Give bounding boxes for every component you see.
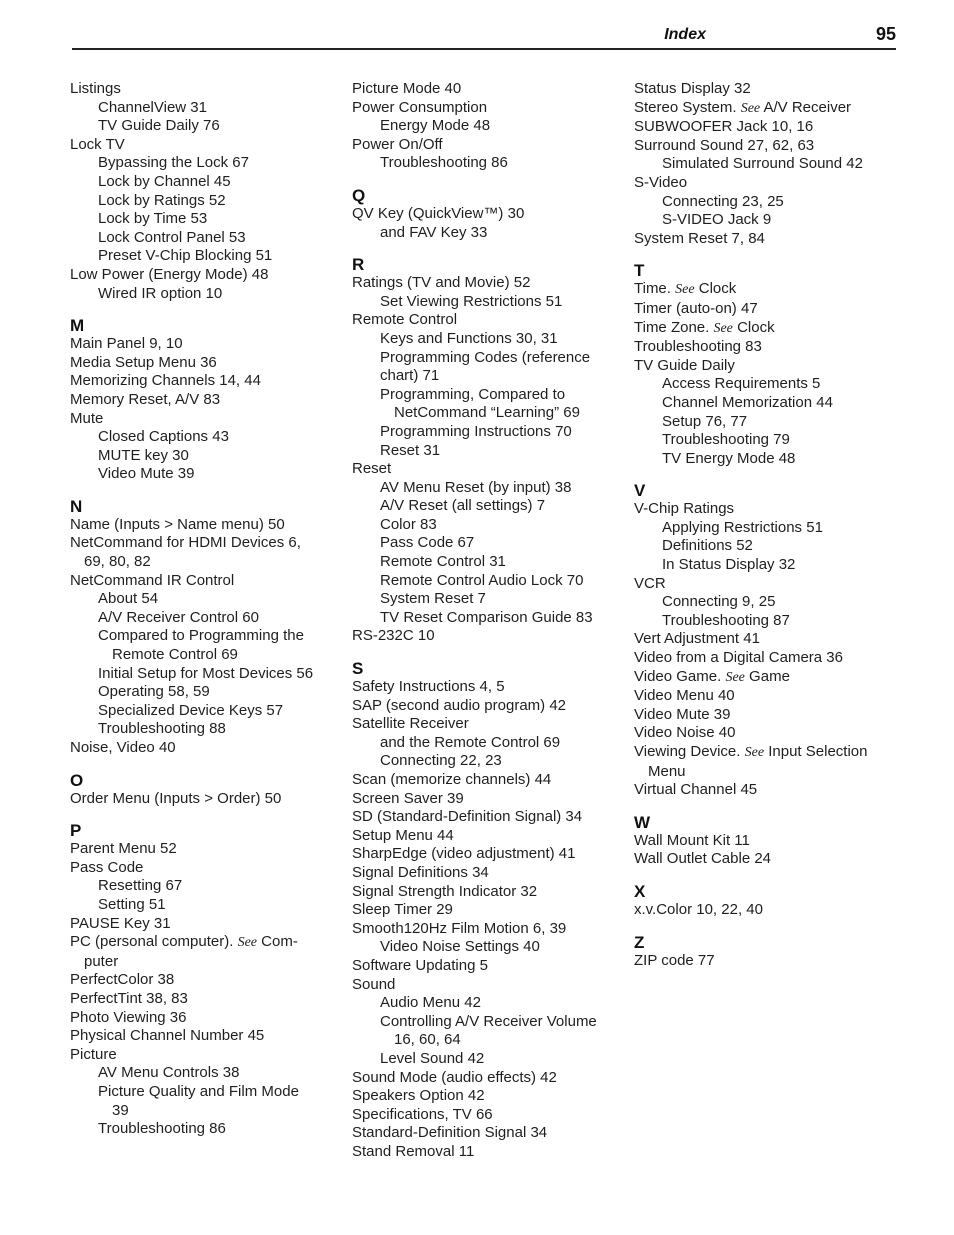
index-subentry: Connecting 9, 25 bbox=[662, 593, 776, 611]
entry-text: Stereo System. bbox=[634, 98, 741, 116]
index-subentry: Troubleshooting 88 bbox=[98, 720, 226, 738]
index-entry: Sound bbox=[352, 975, 396, 993]
index-subentry: About 54 bbox=[98, 590, 159, 608]
index-subentry: 16, 60, 64 bbox=[394, 1031, 461, 1049]
index-subentry: Simulated Surround Sound 42 bbox=[662, 155, 863, 173]
index-entry: Stand Removal 11 bbox=[352, 1142, 475, 1160]
index-entry: Troubleshooting 83 bbox=[634, 338, 762, 356]
index-entry: SAP (second audio program) 42 bbox=[352, 696, 567, 714]
index-subentry: chart) 71 bbox=[380, 367, 440, 385]
index-subentry: Lock by Time 53 bbox=[98, 210, 208, 228]
index-entry: Satellite Receiver bbox=[352, 715, 469, 733]
index-column-2 bbox=[352, 80, 620, 1161]
index-subentry: Pass Code 67 bbox=[380, 534, 475, 552]
index-subentry: Lock Control Panel 53 bbox=[98, 228, 246, 246]
index-letter-heading: V bbox=[634, 481, 646, 501]
index-entry: Software Updating 5 bbox=[352, 956, 488, 974]
see-reference: See bbox=[725, 669, 745, 685]
index-entry bbox=[634, 668, 902, 688]
index-entry: Lock TV bbox=[70, 135, 125, 153]
index-column-3 bbox=[634, 80, 902, 970]
index-entry: Signal Definitions 34 bbox=[352, 863, 489, 881]
entry-text: PC (personal computer). bbox=[70, 933, 238, 951]
index-entry: PAUSE Key 31 bbox=[70, 914, 171, 932]
index-entry bbox=[634, 280, 902, 300]
index-subentry: Connecting 23, 25 bbox=[662, 192, 784, 210]
index-entry bbox=[634, 743, 902, 763]
index-subentry: A/V Receiver Control 60 bbox=[98, 608, 259, 626]
entry-text: Time Zone. bbox=[634, 318, 714, 336]
index-entry: Video Noise 40 bbox=[634, 724, 736, 742]
index-entry: Listings bbox=[70, 80, 121, 97]
index-subentry: In Status Display 32 bbox=[662, 556, 796, 574]
see-reference: See bbox=[675, 282, 695, 298]
index-entry: Speakers Option 42 bbox=[352, 1087, 485, 1105]
index-entry: Order Menu (Inputs > Order) 50 bbox=[70, 789, 282, 807]
index-letter-heading: X bbox=[634, 881, 646, 901]
index-subentry: Initial Setup for Most Devices 56 bbox=[98, 664, 314, 682]
index-entry: Sleep Timer 29 bbox=[352, 901, 453, 919]
index-entry: Setup Menu 44 bbox=[352, 826, 454, 844]
section-title: Index bbox=[664, 26, 706, 43]
index-entry: x.v.Color 10, 22, 40 bbox=[634, 900, 763, 918]
index-entry: Picture Mode 40 bbox=[352, 80, 462, 97]
index-entry: TV Guide Daily bbox=[634, 356, 735, 374]
index-entry: Safety Instructions 4, 5 bbox=[352, 678, 505, 696]
index-entry: Wall Mount Kit 11 bbox=[634, 831, 750, 849]
index-letter-heading: R bbox=[352, 255, 365, 275]
entry-text: Video Game. bbox=[634, 667, 726, 685]
index-subentry: Remote Control Audio Lock 70 bbox=[380, 571, 584, 589]
index-subentry: Specialized Device Keys 57 bbox=[98, 701, 284, 719]
see-reference: See bbox=[713, 320, 733, 336]
page-number: 95 bbox=[875, 24, 896, 44]
index-entry: Physical Channel Number 45 bbox=[70, 1027, 265, 1045]
see-target: Clock bbox=[732, 318, 775, 336]
index-subentry: AV Menu Reset (by input) 38 bbox=[380, 478, 572, 496]
index-subentry: Audio Menu 42 bbox=[380, 994, 481, 1012]
index-subentry: 69, 80, 82 bbox=[84, 553, 151, 571]
index-subentry: Troubleshooting 87 bbox=[662, 611, 790, 629]
index-entry: Memory Reset, A/V 83 bbox=[70, 390, 221, 408]
index-entry: VCR bbox=[634, 574, 666, 592]
index-letter-heading: O bbox=[70, 770, 84, 790]
index-letter-heading: Q bbox=[352, 185, 366, 205]
index-subentry: Bypassing the Lock 67 bbox=[98, 154, 249, 172]
index-entry: Video from a Digital Camera 36 bbox=[634, 649, 843, 667]
index-entry: SharpEdge (video adjustment) 41 bbox=[352, 845, 576, 863]
index-entry: Picture bbox=[70, 1045, 117, 1063]
index-subentry: Menu bbox=[648, 762, 686, 780]
index-subentry: TV Energy Mode 48 bbox=[662, 449, 796, 467]
index-entry: Memorizing Channels 14, 44 bbox=[70, 372, 261, 390]
entry-text: Viewing Device. bbox=[634, 743, 745, 760]
index-subentry: MUTE key 30 bbox=[98, 446, 189, 464]
index-subentry: Video Mute 39 bbox=[98, 465, 195, 483]
index-subentry: Closed Captions 43 bbox=[98, 428, 229, 446]
index-entry bbox=[634, 319, 902, 339]
entry-text: Time. bbox=[634, 280, 676, 298]
index-subentry: 39 bbox=[112, 1101, 129, 1119]
index-entry: Status Display 32 bbox=[634, 80, 751, 97]
index-subentry: Applying Restrictions 51 bbox=[662, 518, 823, 536]
index-subentry: Connecting 22, 23 bbox=[380, 752, 502, 770]
index-subentry: Preset V-Chip Blocking 51 bbox=[98, 247, 273, 265]
index-entry: System Reset 7, 84 bbox=[634, 229, 765, 247]
index-subentry: and the Remote Control 69 bbox=[380, 733, 561, 751]
index-letter-heading: M bbox=[70, 316, 85, 336]
index-subentry: Access Requirements 5 bbox=[662, 375, 821, 393]
index-subentry: Color 83 bbox=[380, 515, 437, 533]
index-entry: Media Setup Menu 36 bbox=[70, 353, 217, 371]
index-subentry: Lock by Ratings 52 bbox=[98, 191, 226, 209]
index-subentry: NetCommand “Learning” 69 bbox=[394, 404, 580, 422]
index-subentry: Definitions 52 bbox=[662, 537, 753, 555]
index-subentry: TV Guide Daily 76 bbox=[98, 117, 220, 135]
index-entry: Virtual Channel 45 bbox=[634, 781, 758, 799]
index-entry: Parent Menu 52 bbox=[70, 840, 177, 858]
see-target: Com- bbox=[257, 933, 298, 951]
index-subentry: Controlling A/V Receiver Volume bbox=[380, 1012, 597, 1030]
index-letter-heading: T bbox=[634, 261, 645, 281]
index-entry: Mute bbox=[70, 409, 104, 427]
index-entry: Scan (memorize channels) 44 bbox=[352, 771, 552, 788]
index-entry: Power Consumption bbox=[352, 98, 488, 116]
see-target: Input Selection bbox=[764, 743, 868, 760]
index-entry: Reset bbox=[352, 460, 392, 478]
see-target: A/V Receiver bbox=[760, 98, 852, 116]
index-entry: QV Key (QuickView™) 30 bbox=[352, 204, 525, 222]
index-subentry: ChannelView 31 bbox=[98, 98, 207, 116]
index-entry: Vert Adjustment 41 bbox=[634, 630, 760, 648]
index-subentry: Operating 58, 59 bbox=[98, 683, 210, 701]
page-header bbox=[72, 22, 896, 50]
index-subentry: Programming Codes (reference bbox=[380, 348, 591, 366]
index-entry: NetCommand for HDMI Devices 6, bbox=[70, 534, 301, 552]
index-entry: Wall Outlet Cable 24 bbox=[634, 850, 772, 868]
index-subentry: Wired IR option 10 bbox=[98, 284, 223, 302]
index-subentry: Troubleshooting 79 bbox=[662, 431, 790, 449]
index-subentry: Compared to Programming the bbox=[98, 627, 304, 645]
index-entry: Signal Strength Indicator 32 bbox=[352, 882, 538, 900]
index-subentry: AV Menu Controls 38 bbox=[98, 1064, 240, 1082]
index-entry: Smooth120Hz Film Motion 6, 39 bbox=[352, 919, 567, 937]
index-entry: Standard-Definition Signal 34 bbox=[352, 1124, 548, 1142]
index-subentry: Set Viewing Restrictions 51 bbox=[380, 292, 563, 310]
index-entry: Timer (auto-on) 47 bbox=[634, 299, 758, 317]
see-target: Clock bbox=[694, 280, 737, 298]
index-entry: ZIP code 77 bbox=[634, 951, 715, 969]
index-entry: Main Panel 9, 10 bbox=[70, 335, 183, 353]
index-subentry: Troubleshooting 86 bbox=[380, 154, 508, 172]
index-entry: Sound Mode (audio effects) 42 bbox=[352, 1068, 557, 1086]
index-entry: Pass Code bbox=[70, 858, 144, 876]
index-entry: NetCommand IR Control bbox=[70, 571, 235, 589]
index-subentry: Troubleshooting 86 bbox=[98, 1120, 226, 1138]
index-subentry: Programming Instructions 70 bbox=[380, 422, 572, 440]
index-subentry: Energy Mode 48 bbox=[380, 117, 491, 135]
see-reference: See bbox=[744, 745, 765, 760]
index-entry: Noise, Video 40 bbox=[70, 739, 176, 756]
index-subentry: puter bbox=[84, 952, 119, 970]
index-letter-heading: N bbox=[70, 496, 83, 516]
index-subentry: Keys and Functions 30, 31 bbox=[380, 329, 558, 347]
index-entry: Name (Inputs > Name menu) 50 bbox=[70, 515, 285, 533]
index-subentry: A/V Reset (all settings) 7 bbox=[380, 497, 546, 515]
index-entry: Ratings (TV and Movie) 52 bbox=[352, 274, 531, 292]
index-subentry: and FAV Key 33 bbox=[380, 223, 488, 241]
index-subentry: S-VIDEO Jack 9 bbox=[662, 211, 772, 229]
index-subentry: Setting 51 bbox=[98, 895, 166, 913]
index-subentry: Programming, Compared to bbox=[380, 385, 566, 403]
index-entry: Surround Sound 27, 62, 63 bbox=[634, 136, 815, 154]
index-subentry: Lock by Channel 45 bbox=[98, 172, 231, 190]
index-letter-heading: W bbox=[634, 812, 651, 832]
index-entry: PerfectTint 38, 83 bbox=[70, 989, 188, 1007]
index-subentry: Reset 31 bbox=[380, 441, 441, 459]
index-entry: Video Mute 39 bbox=[634, 705, 731, 723]
index-entry: RS-232C 10 bbox=[352, 627, 435, 645]
index-subentry: Remote Control 69 bbox=[112, 646, 238, 664]
index-letter-heading: S bbox=[352, 659, 364, 679]
index-entry: PerfectColor 38 bbox=[70, 971, 175, 989]
index-entry: Low Power (Energy Mode) 48 bbox=[70, 265, 269, 283]
index-entry: Remote Control bbox=[352, 311, 458, 329]
index-entry: Screen Saver 39 bbox=[352, 789, 464, 807]
index-subentry: Resetting 67 bbox=[98, 877, 183, 895]
index-entry: S-Video bbox=[634, 173, 688, 191]
index-letter-heading: Z bbox=[634, 932, 645, 952]
index-entry: SUBWOOFER Jack 10, 16 bbox=[634, 118, 814, 136]
index-entry bbox=[634, 99, 902, 119]
index-subentry: Remote Control 31 bbox=[380, 553, 506, 571]
index-entry: V-Chip Ratings bbox=[634, 500, 735, 518]
index-entry bbox=[70, 933, 338, 953]
index-subentry: Video Noise Settings 40 bbox=[380, 938, 540, 956]
see-reference: See bbox=[740, 100, 761, 116]
see-reference: See bbox=[237, 935, 258, 951]
index-entry: Photo Viewing 36 bbox=[70, 1008, 187, 1026]
index-entry: Video Menu 40 bbox=[634, 687, 735, 705]
index-subentry: System Reset 7 bbox=[380, 590, 486, 608]
index-subentry: Channel Memorization 44 bbox=[662, 393, 833, 411]
index-subentry: Level Sound 42 bbox=[380, 1049, 485, 1067]
index-entry: Power On/Off bbox=[352, 135, 443, 153]
see-target: Game bbox=[744, 667, 790, 685]
index-entry: Specifications, TV 66 bbox=[352, 1105, 493, 1123]
index-subentry: TV Reset Comparison Guide 83 bbox=[380, 608, 593, 626]
index-subentry: Picture Quality and Film Mode bbox=[98, 1082, 299, 1100]
index-entry: SD (Standard-Definition Signal) 34 bbox=[352, 808, 583, 826]
index-letter-heading: P bbox=[70, 821, 82, 841]
index-subentry: Setup 76, 77 bbox=[662, 412, 748, 430]
index-column-1 bbox=[70, 80, 338, 1139]
